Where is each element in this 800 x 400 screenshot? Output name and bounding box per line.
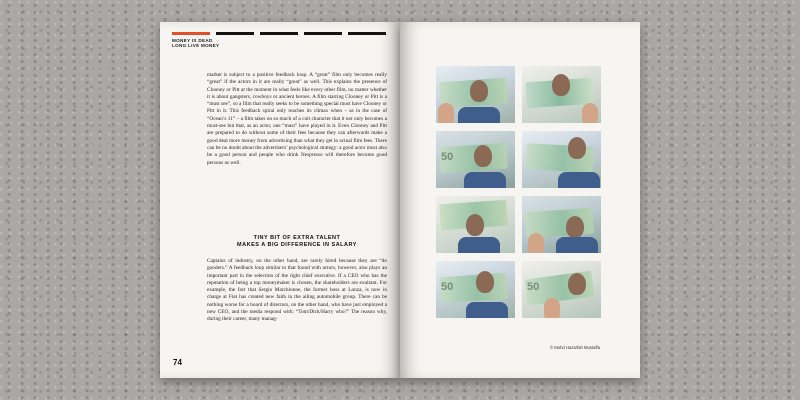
photo-banknote-4	[522, 131, 601, 188]
subheading-line2: MAKES A BIG DIFFERENCE IN SALARY	[237, 242, 357, 249]
running-header-line1: MONEY IS DEAD	[172, 38, 213, 43]
body-paragraph-2: Captains of industry, on the other hand, are rarely hired because they are “do gooders.” A feedback loop similar to that found with actors, however, also plays an important part in the selection of the right chief executive. If a CEO who has the reputation of being a top moneymaker is chosen, the shareholders are exultant. For example, the fact that Sergio Marchionne, the former boss at Lonza, is now in charge at Fiat has created new faith in the ailing automobile group. There can be nothing worse for a board of directors, on the other hand, who have just employed a new CEO, and the media respond with: “Tom/Dick/Harry who?” The reason why, during their career, many manag-	[207, 258, 387, 323]
running-header-line2: LONG LIVE MONEY	[172, 43, 220, 49]
photo-credit-caption: © Mohd Hazarfah Mustaffa	[550, 345, 601, 350]
right-page	[400, 22, 640, 378]
photo-banknote-1	[436, 66, 515, 123]
running-header	[172, 38, 219, 49]
header-bar	[348, 32, 386, 35]
page-number: 74	[173, 358, 182, 367]
open-book	[160, 22, 640, 378]
section-subheading	[207, 235, 387, 250]
photo-banknote-7: 50	[436, 261, 515, 318]
photo-banknote-3: 50	[436, 131, 515, 188]
header-bar	[216, 32, 254, 35]
photo-banknote-6	[522, 196, 601, 253]
header-bar	[260, 32, 298, 35]
photo-grid	[436, 66, 596, 318]
body-paragraph-1: market is subject to a positive feedback loop. A “great” film only becomes really “great” if the actors in it are really “great” as well. This explains the presence of Clooney or Pitt at the moment in what feels like every other film, no matter whether it is about gangsters, cowboys or ancient heroes. A film starring Clooney or Pitt is a “must see”, so a film that really seeks to be something special must have Clooney or Pitt in it. This feedback spiral only reaches its climax when – as in the case of “Ocean’s 11” – a film takes on so much of a cult character that it not only becomes a must-see but that, as an actor, one “must” have played in it. Even Clooney and Pitt are prepared to do without some of their fees because they can afterwards make a good deal more money from advertising than what they get in actual film fees. There can be no doubt about the advertisers’ psychological strategy: a good actor must also be a good person and people who drink Nespresso will therefore become good persons as well.	[207, 72, 387, 166]
photo-banknote-2	[522, 66, 601, 123]
left-page	[160, 22, 400, 378]
photo-banknote-5	[436, 196, 515, 253]
header-bars	[172, 32, 386, 36]
subheading-line1: TINY BIT OF EXTRA TALENT	[253, 235, 341, 241]
header-bar	[304, 32, 342, 35]
header-bar-accent	[172, 32, 210, 35]
photo-banknote-8: 50	[522, 261, 601, 318]
